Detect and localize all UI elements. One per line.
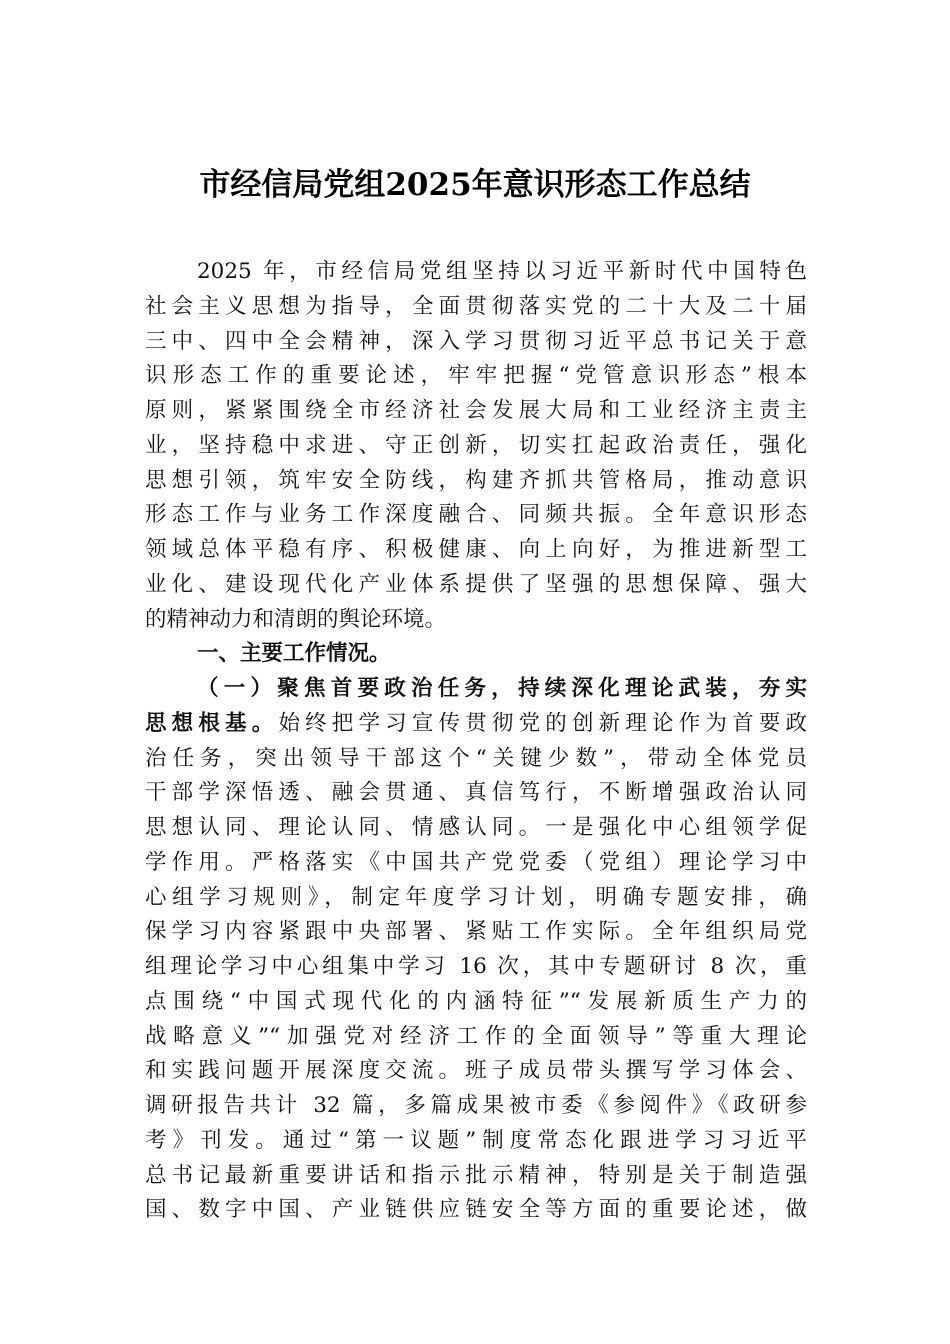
intro-line: 领域总体平稳有序、积极健康、向上向好，为推进新型工 (145, 537, 807, 562)
body-line: 战略意义”“加强党对经济工作的全面领导”等重大理论 (145, 1023, 807, 1049)
body-line: 国、数字中国、产业链供应链安全等方面的重要论述，做 (145, 1197, 807, 1223)
body-line: 干部学深悟透、融会贯通、真信笃行，不断增强政治认同 (145, 780, 807, 806)
document-title: 市经信局党组2025年意识形态工作总结 (199, 167, 751, 203)
intro-line: 社会主义思想为指导，全面贯彻落实党的二十大及二十届 (145, 293, 807, 319)
body-line: 点围绕“中国式现代化的内涵特征”“发展新质生产力的 (145, 988, 807, 1014)
document-body (145, 255, 807, 1228)
body-line: 总书记最新重要讲话和指示批示精神，特别是关于制造强 (145, 1162, 807, 1188)
intro-line: 业化、建设现代化产业体系提供了坚强的思想保障、强大 (145, 571, 807, 597)
subsection-text: 始终把学习宣传贯彻党的创新理论作为首要政 (278, 710, 807, 736)
intro-line: 三中、四中全会精神，深入学习贯彻习近平总书记关于意 (145, 328, 807, 354)
body-line: 保学习内容紧跟中央部署、紧贴工作实际。全年组织局党 (145, 919, 807, 945)
intro-line: 形态工作与业务工作深度融合、同频共振。全年意识形态 (145, 502, 807, 528)
body-line: 考》刊发。通过“第一议题”制度常态化跟进学习习近平 (145, 1127, 807, 1153)
body-line: 思想认同、理论认同、情感认同。一是强化中心组领学促 (145, 815, 807, 840)
body-line: 学作用。严格落实《中国共产党党委（党组）理论学习中 (145, 849, 807, 875)
subsection-heading: （一）聚焦首要政治任务，持续深化理论武装，夯实 (197, 676, 807, 701)
intro-line: 的精神动力和清朗的舆论环境。 (145, 606, 447, 632)
body-line: 组理论学习中心组集中学习 16 次，其中专题研讨 8 次，重 (145, 954, 807, 979)
intro-line: 业，坚持稳中求进、守正创新，切实扛起政治责任，强化 (145, 432, 807, 458)
section-heading: 一、主要工作情况。 (197, 641, 391, 667)
body-line: 治任务，突出领导干部这个“关键少数”，带动全体党员 (145, 745, 807, 771)
body-line: 和实践问题开展深度交流。班子成员带头撰写学习体会、 (145, 1058, 807, 1084)
intro-line: 思想引领，筑牢安全防线，构建齐抓共管格局，推动意识 (145, 467, 807, 493)
subsection-heading-tail: 思想根基。 (145, 710, 279, 736)
body-line: 调研报告共计 32 篇，多篇成果被市委《参阅件》《政研参 (145, 1093, 807, 1118)
subsection-line (145, 707, 807, 742)
intro-line: 原则，紧紧围绕全市经济社会发展大局和工业经济主责主 (145, 398, 807, 423)
intro-line: 识形态工作的重要论述，牢牢把握“党管意识形态”根本 (145, 363, 807, 389)
intro-line: 2025 年，市经信局党组坚持以习近平新时代中国特色 (197, 259, 807, 284)
body-line: 心组学习规则》，制定年度学习计划，明确专题安排，确 (145, 884, 807, 910)
